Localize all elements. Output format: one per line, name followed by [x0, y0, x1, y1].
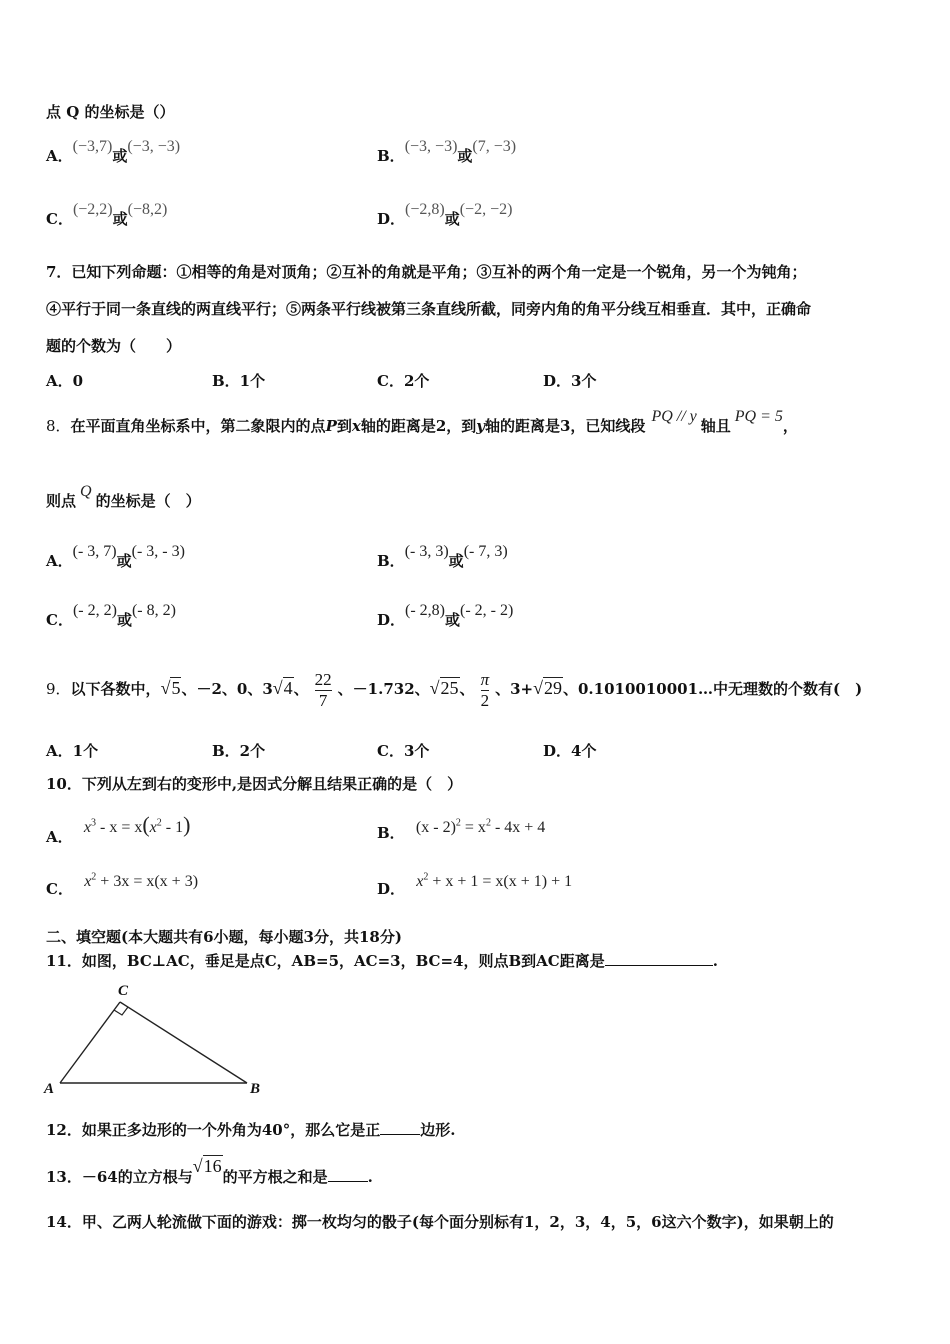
vertex-label-a: A	[44, 1081, 55, 1097]
q8-option-d: D．(- 2,8)或(- 2, - 2)	[377, 602, 514, 629]
q9-option-c: C．3个	[377, 742, 430, 760]
q10-stem: 10．下列从左到右的变形中,是因式分解且结果正确的是（ ）	[46, 775, 463, 793]
q8-option-a: A．(- 3, 7)或(- 3, - 3)	[46, 543, 185, 570]
sqrt-29: √29	[533, 678, 562, 698]
q7-option-c: C．2个	[377, 372, 430, 390]
q11-line: 11．如图，BC⊥AC，垂足是点C，AB=5，AC=3，BC=4，则点B到AC距离是 .	[46, 952, 718, 970]
q12-answer-blank[interactable]	[380, 1120, 420, 1135]
q10-option-d: D． $x^2 + x + 1 = x(x + 1) + 1$	[377, 871, 573, 898]
q10-option-c: C． $x^2 + 3x = x(x + 3)$	[46, 871, 199, 898]
q14-line: 14．甲、乙两人轮流做下面的游戏：掷一枚均匀的骰子(每个面分别标有1，2，3，4，5，6这六个数字)，如果朝上的	[46, 1213, 834, 1231]
sqrt-5: √5	[160, 678, 181, 698]
vertex-label-c: C	[118, 983, 129, 999]
q7-option-b: B．1个	[212, 372, 266, 390]
q11-answer-blank[interactable]	[605, 951, 713, 966]
q6-option-c: C．(−2,2)或(−8,2)	[46, 201, 168, 228]
sqrt-4: √4	[272, 678, 293, 698]
fraction-pi-2: $\frac{\pi}{2}$	[480, 669, 490, 710]
q6-option-b: B．(−3, −3)或(7, −3)	[377, 138, 517, 165]
q13-line: 13．－64的立方根与√16的平方根之和是 .	[46, 1156, 373, 1186]
q9-option-a: A．1个	[46, 742, 99, 760]
fraction-22-7: $\frac{22}{7}$	[314, 669, 332, 710]
q8-option-b: B．(- 3, 3)或(- 7, 3)	[377, 543, 508, 570]
q7-option-a: A．0	[46, 372, 84, 390]
q7-option-d: D．3个	[543, 372, 597, 390]
q6-stem: 点 Q 的坐标是（）	[46, 103, 175, 121]
q9-option-d: D．4个	[543, 742, 597, 760]
q12-line: 12．如果正多边形的一个外角为40°，那么它是正 边形.	[46, 1121, 456, 1139]
q8-line2: 则点Q的坐标是（ ）	[46, 483, 201, 510]
q8-line1: 8．在平面直角坐标系中，第二象限内的点P到x轴的距离是2，到y轴的距离是3，已知线段PQ // y轴且PQ = 5，	[46, 408, 798, 435]
q8-option-c: C．(- 2, 2)或(- 8, 2)	[46, 602, 176, 629]
q7-line2: ④平行于同一条直线的两直线平行；⑤两条平行线被第三条直线所截，同旁内角的角平分线互相垂直．其中，正确命	[46, 300, 812, 318]
section-2-title: 二、填空题(本大题共有6小题，每小题3分，共18分)	[46, 928, 402, 946]
sqrt-25: √25	[429, 678, 459, 698]
side-cb	[120, 1002, 247, 1083]
q9-option-b: B．2个	[212, 742, 266, 760]
q6-option-d: D．(−2,8)或(−2, −2)	[377, 201, 513, 228]
q7-line3: 题的个数为（ ）	[46, 337, 182, 355]
q13-answer-blank[interactable]	[328, 1167, 368, 1182]
q9-line: 9．以下各数中，√5、－2、0、3√4、 $\frac{22}{7}$ 、－1.732、√25、 $\frac{\pi}{2}$ 、3+√29、0.1010010001…中无理数的个数有( )	[46, 669, 863, 710]
sqrt-16: √16	[192, 1156, 222, 1176]
q6-option-a: A．(−3,7)或(−3, −3)	[46, 138, 181, 165]
vertex-label-b: B	[250, 1081, 261, 1097]
q10-option-b: B． $(x - 2)^2 = x^2 - 4x + 4$	[377, 817, 546, 842]
q7-line1: 7．已知下列命题：①相等的角是对顶角；②互补的角就是平角；③互补的两个角一定是一个锐角，另一个为钝角；	[46, 263, 807, 281]
q10-option-a: A． $x^3 - x = x(x^2 - 1)$	[46, 812, 191, 846]
triangle-figure	[40, 975, 270, 1100]
side-ac	[60, 1002, 120, 1083]
